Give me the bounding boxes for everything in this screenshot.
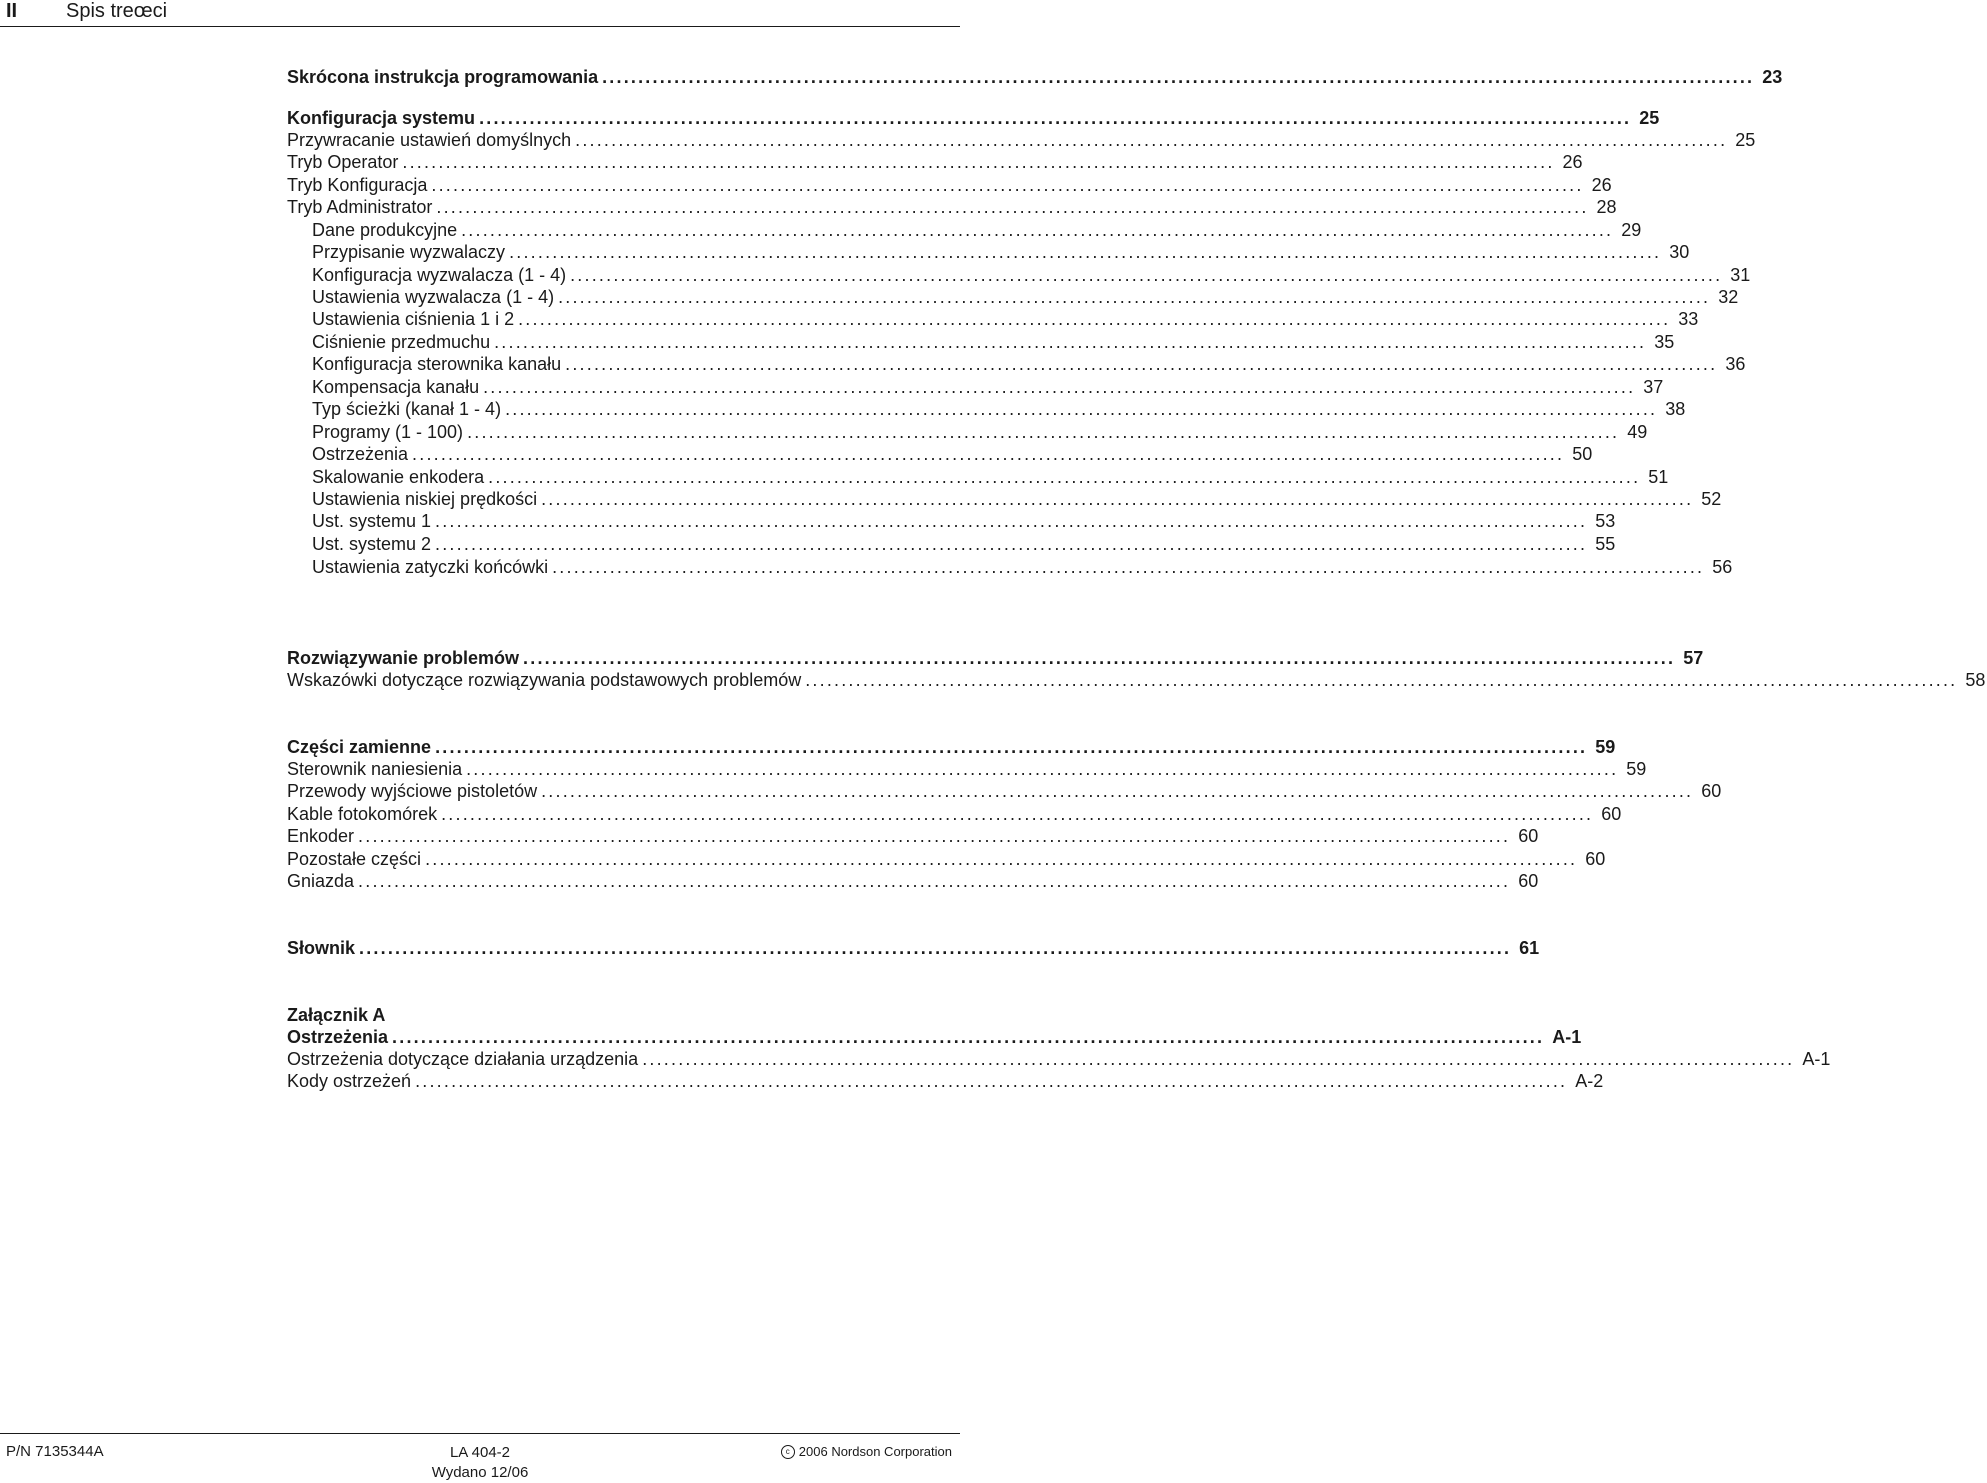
toc-entry-page: 52	[1701, 489, 1722, 509]
toc-dot-leader: ................................................................................................................................................................	[402, 152, 1555, 172]
footer-doc-code: LA 404-2	[449, 1444, 511, 1461]
footer-center	[380, 1443, 580, 1483]
toc-entry[interactable]	[0, 398, 1686, 420]
page-title: Spis treœci	[66, 0, 168, 22]
toc-entry-title: Ustawienia wyzwalacza (1 - 4)	[312, 287, 555, 307]
toc-entry-title: Konfiguracja sterownika kanału	[312, 354, 562, 374]
toc-entry[interactable]	[0, 219, 1642, 241]
footer-copyright-text: 2006 Nordson Corporation	[798, 1444, 952, 1459]
footer-part-number: P/N 7135344A	[6, 1443, 104, 1460]
toc-entry[interactable]	[0, 736, 1616, 758]
toc-entry-title: Konfiguracja wyzwalacza (1 - 4)	[312, 265, 567, 285]
toc-dot-leader: ................................................................................................................................................................	[392, 1027, 1545, 1047]
toc-entry-page: 60	[1701, 781, 1722, 801]
toc-dot-leader: ................................................................................................................................................................	[575, 130, 1728, 150]
toc-dot-leader: ................................................................................................................................................................	[505, 399, 1658, 419]
toc-entry-page: 60	[1518, 871, 1539, 891]
toc-entry[interactable]	[0, 421, 1648, 443]
toc-entry-title: Tryb Konfiguracja	[287, 175, 428, 195]
toc-dot-leader: ................................................................................................................................................................	[461, 220, 1614, 240]
footer-copyright	[781, 1443, 952, 1461]
toc-entry-title: Skrócona instrukcja programowania	[287, 67, 599, 87]
toc-dot-leader: ................................................................................................................................................................	[466, 759, 1619, 779]
toc-entry[interactable]	[0, 331, 1675, 353]
toc-entry[interactable]	[0, 647, 1704, 669]
toc-entry-page: 49	[1627, 422, 1648, 442]
toc-entry-title: Przypisanie wyzwalaczy	[312, 242, 506, 262]
toc-dot-leader: ................................................................................................................................................................	[435, 737, 1588, 757]
toc-entry-page: A-2	[1575, 1071, 1604, 1091]
toc-entry-page: 61	[1519, 938, 1540, 958]
toc-entry-page: 38	[1665, 399, 1686, 419]
toc-entry-page: A-1	[1802, 1049, 1831, 1069]
toc-entry-title: Ust. systemu 2	[312, 534, 432, 554]
toc-entry-page: 35	[1654, 332, 1675, 352]
toc-entry[interactable]	[0, 803, 1622, 825]
toc-entry[interactable]	[0, 196, 1617, 218]
toc-dot-leader: ................................................................................................................................................................	[425, 849, 1578, 869]
toc-entry[interactable]	[0, 1004, 960, 1026]
toc-entry-page: 59	[1626, 759, 1647, 779]
toc-entry[interactable]	[0, 1048, 1831, 1070]
toc-entry-page: 50	[1572, 444, 1593, 464]
toc-entry-title: Gniazda	[287, 871, 355, 891]
toc-entry[interactable]	[0, 510, 1616, 532]
toc-entry-page: 29	[1621, 220, 1642, 240]
toc-entry-title: Typ ścieżki (kanał 1 - 4)	[312, 399, 502, 419]
toc-entry-title: Programy (1 - 100)	[312, 422, 464, 442]
footer-rule	[0, 1433, 960, 1434]
toc-entry-page: 53	[1595, 511, 1616, 531]
toc-entry-page: 26	[1591, 175, 1612, 195]
header-rule	[0, 26, 960, 27]
toc-dot-leader: ................................................................................................................................................................	[602, 67, 1755, 87]
toc-dot-leader: ................................................................................................................................................................	[565, 354, 1718, 374]
toc-entry-page: 28	[1596, 197, 1617, 217]
toc-entry-title: Słownik	[287, 938, 356, 958]
toc-dot-leader: ................................................................................................................................................................	[805, 670, 1958, 690]
toc-entry-title: Ostrzeżenia	[287, 1027, 389, 1047]
toc-entry[interactable]	[0, 937, 1540, 959]
toc-entry[interactable]	[0, 870, 1539, 892]
toc-entry-page: 26	[1562, 152, 1583, 172]
toc-dot-leader: ................................................................................................................................................................	[558, 287, 1711, 307]
toc-entry-title: Rozwiązywanie problemów	[287, 648, 520, 668]
toc-entry[interactable]	[0, 264, 1751, 286]
toc-entry-title: Sterownik naniesienia	[287, 759, 463, 779]
toc-entry-page: 31	[1730, 265, 1751, 285]
toc-entry-page: 59	[1595, 737, 1616, 757]
toc-entry-title: Tryb Operator	[287, 152, 399, 172]
toc-entry[interactable]	[0, 353, 1746, 375]
toc-entry-title: Ust. systemu 1	[312, 511, 432, 531]
toc-entry-page: 55	[1595, 534, 1616, 554]
toc-dot-leader: ................................................................................................................................................................	[359, 938, 1512, 958]
toc-dot-leader: ................................................................................................................................................................	[435, 534, 1588, 554]
toc-entry-page: 23	[1762, 67, 1783, 87]
toc-entry[interactable]	[0, 556, 1733, 578]
toc-entry-title: Ostrzeżenia dotyczące działania urządzenia	[287, 1049, 639, 1069]
toc-entry[interactable]	[0, 107, 1660, 129]
toc-entry[interactable]	[0, 488, 1722, 510]
toc-entry-title: Kable fotokomórek	[287, 804, 438, 824]
toc-entry[interactable]	[0, 66, 1783, 88]
toc-dot-leader: ................................................................................................................................................................	[431, 175, 1584, 195]
toc-dot-leader: ................................................................................................................................................................	[523, 648, 1676, 668]
toc-entry-page: 60	[1585, 849, 1606, 869]
toc-entry[interactable]	[0, 780, 1722, 802]
toc-dot-leader: ................................................................................................................................................................	[412, 444, 1565, 464]
toc-entry[interactable]	[0, 174, 1612, 196]
toc-entry-title: Załącznik A	[287, 1005, 386, 1025]
toc-dot-leader: ................................................................................................................................................................	[436, 197, 1589, 217]
toc-dot-leader: ................................................................................................................................................................	[441, 804, 1594, 824]
toc-dot-leader: ................................................................................................................................................................	[570, 265, 1723, 285]
toc-entry-page: 33	[1678, 309, 1699, 329]
toc-entry-page: 56	[1712, 557, 1733, 577]
toc-entry-title: Wskazówki dotyczące rozwiązywania podstawowych problemów	[287, 670, 802, 690]
toc-entry[interactable]	[0, 758, 1647, 780]
toc-entry[interactable]	[0, 308, 1699, 330]
toc-entry-title: Dane produkcyjne	[312, 220, 458, 240]
toc-entry[interactable]	[0, 533, 1616, 555]
toc-dot-leader: ................................................................................................................................................................	[488, 467, 1641, 487]
toc-entry-title: Konfiguracja systemu	[287, 108, 476, 128]
toc-entry-page: A-1	[1552, 1027, 1582, 1047]
toc-dot-leader: ................................................................................................................................................................	[415, 1071, 1568, 1091]
toc-entry[interactable]	[0, 1070, 1604, 1092]
toc-entry-page: 25	[1639, 108, 1660, 128]
footer-issued: Wydano 12/06	[431, 1464, 529, 1481]
toc-entry-title: Przywracanie ustawień domyślnych	[287, 130, 572, 150]
toc-dot-leader: ................................................................................................................................................................	[435, 511, 1588, 531]
toc-dot-leader: ................................................................................................................................................................	[541, 781, 1694, 801]
toc-dot-leader: ................................................................................................................................................................	[358, 871, 1511, 891]
toc-entry-title: Kody ostrzeżeń	[287, 1071, 412, 1091]
toc-dot-leader: ................................................................................................................................................................	[541, 489, 1694, 509]
toc-entry-title: Kompensacja kanału	[312, 377, 480, 397]
toc-entry[interactable]	[0, 443, 1593, 465]
toc-entry[interactable]	[0, 129, 1756, 151]
page-number: II	[6, 0, 18, 22]
toc-entry[interactable]	[0, 376, 1664, 398]
toc-dot-leader: ................................................................................................................................................................	[509, 242, 1662, 262]
toc-dot-leader: ................................................................................................................................................................	[358, 826, 1511, 846]
toc-entry-title: Ciśnienie przedmuchu	[312, 332, 491, 352]
toc-dot-leader: ................................................................................................................................................................	[479, 108, 1632, 128]
toc-entry-page: 37	[1643, 377, 1664, 397]
toc-entry-title: Ustawienia ciśnienia 1 i 2	[312, 309, 515, 329]
toc-dot-leader: ................................................................................................................................................................	[552, 557, 1705, 577]
toc-entry[interactable]	[0, 241, 1690, 263]
toc-entry-page: 25	[1735, 130, 1756, 150]
toc-dot-leader: ................................................................................................................................................................	[518, 309, 1671, 329]
toc-dot-leader: ................................................................................................................................................................	[642, 1049, 1795, 1069]
toc-entry-page: 60	[1601, 804, 1622, 824]
toc-dot-leader: ................................................................................................................................................................	[467, 422, 1620, 442]
toc-dot-leader: ................................................................................................................................................................	[494, 332, 1647, 352]
toc-entry-page: 30	[1669, 242, 1690, 262]
toc-entry-page: 51	[1648, 467, 1669, 487]
toc-entry-title: Tryb Administrator	[287, 197, 433, 217]
toc-entry-title: Ustawienia niskiej prędkości	[312, 489, 538, 509]
toc-entry-page: 36	[1725, 354, 1746, 374]
toc-entry-title: Skalowanie enkodera	[312, 467, 485, 487]
toc-dot-leader: ................................................................................................................................................................	[483, 377, 1636, 397]
toc-entry[interactable]	[0, 1026, 1582, 1048]
toc-entry-title: Enkoder	[287, 826, 355, 846]
toc-entry-page: 58	[1965, 670, 1986, 690]
toc-entry-title: Ostrzeżenia	[312, 444, 409, 464]
toc-entry[interactable]	[0, 466, 1669, 488]
toc-entry-title: Przewody wyjściowe pistoletów	[287, 781, 538, 801]
toc-entry-title: Części zamienne	[287, 737, 432, 757]
toc-entry[interactable]	[0, 669, 1986, 691]
toc-entry-title: Pozostałe części	[287, 849, 422, 869]
toc-entry[interactable]	[0, 848, 1606, 870]
toc-entry[interactable]	[0, 151, 1583, 173]
toc-entry-page: 57	[1683, 648, 1704, 668]
copyright-icon: c	[781, 1445, 795, 1459]
toc-entry[interactable]	[0, 286, 1739, 308]
toc-entry-page: 32	[1718, 287, 1739, 307]
toc-entry-page: 60	[1518, 826, 1539, 846]
toc-entry[interactable]	[0, 825, 1539, 847]
toc-entry-title: Ustawienia zatyczki końcówki	[312, 557, 549, 577]
